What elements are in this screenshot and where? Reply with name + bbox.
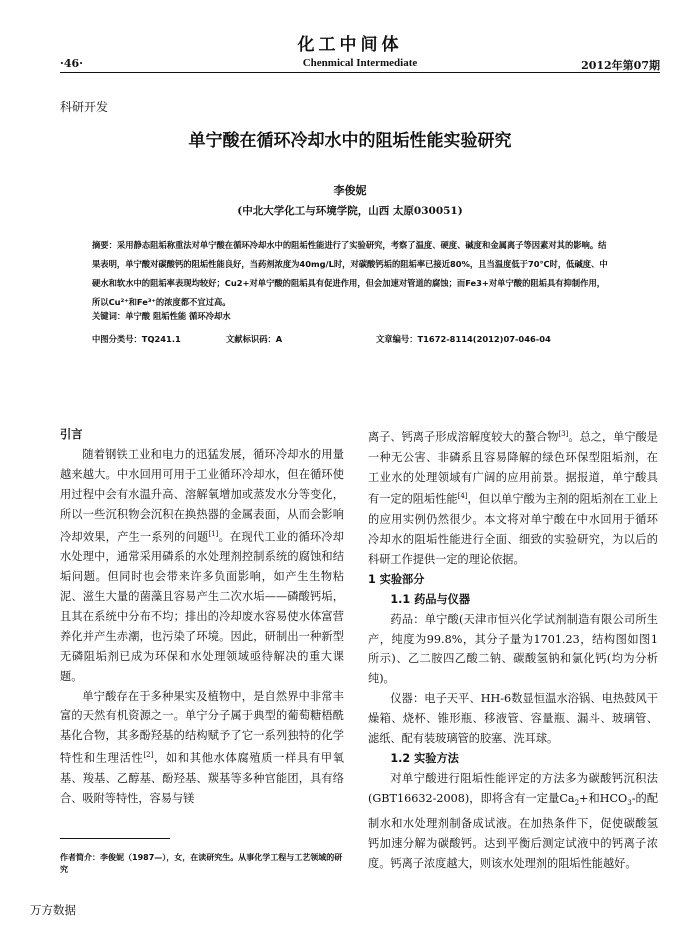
heading-materials: 1.1 药品与仪器 <box>390 592 471 606</box>
footnote-rule <box>60 838 170 839</box>
keywords <box>92 310 231 322</box>
article-number: 文章编号：T1672-8114(2012)07-046-04 <box>376 334 551 344</box>
author-footnote: 作者简介：李俊妮（1987—），女，在读研究生。从事化学工程与工艺领域的研究 <box>60 853 343 874</box>
section-tag: 科研开发 <box>60 100 109 114</box>
issue-label: 2012年第07期 <box>581 59 660 72</box>
citation: [1] <box>208 529 219 538</box>
journal-title: 化工中间体 <box>297 35 403 55</box>
citation: [3] <box>558 430 569 438</box>
document-code: 文献标识码：A <box>226 334 283 344</box>
journal-english-title: Chenmical Intermediate <box>302 57 418 69</box>
watermark: 万方数据 <box>30 903 76 917</box>
paragraph-method: 对单宁酸进行阻垢性能评定的方法多为碳酸钙沉积法(GBT16632-2008)，即将含有一定量$Ca_2+$和$HCO_3-$的配制水和水处理剂制备成试液。在加热条件下，促使碳酸氢钙加速分解为碳酸钙。达到平衡后测定试液中的钙离子浓度。钙离子浓度越大，则该水处理剂的阻垢性能越好。 <box>368 771 659 870</box>
paragraph-intro-2: 单宁酸存在于多种果实及植物中，是自然界中非常丰富的天然有机资源之一。单宁分子属于典型的葡萄糖梧酰基化合物，其多酚羟基的结构赋予了它一系列独特的化学特性和生理活性[2]，如和其他水体腐殖质一样具有甲氧基、羧基、乙醇基、酚羟基、羰基等多种官能团，具有络合、吸附等特性，容易与镁 <box>60 689 344 805</box>
citation: [2] <box>143 751 154 760</box>
paragraph-continued: 离子、钙离子形成溶解度较大的螯合物[3]。总之，单宁酸是一种无公害、非磷系且容易降解的绿色环保型阻垢剂，在工业水的处理领域有广阔的应用前景。据报道，单宁酸具有一定的阻垢性能[4]，但以单宁酸为主剂的阻垢剂在工业上的应用实例仍然很少。本文将对单宁酸在中水回用于循环冷却水的阻垢性能进行全面、细致的实验研究，为以后的科研工作提供一定的理论依据。 <box>368 430 658 566</box>
keywords-label: 关键词： <box>92 311 126 321</box>
keywords-text: 单宁酸 阻垢性能 循环冷却水 <box>125 311 231 321</box>
header-rule <box>60 72 660 73</box>
citation: [4] <box>457 492 468 501</box>
abstract-label: 摘要： <box>92 240 117 250</box>
heading-introduction: 引言 <box>60 428 83 441</box>
abstract-text: 采用静态阻垢称重法对单宁酸在循环冷却水中的阻垢性能进行了实验研究，考察了温度、硬度、碱度和金属离子等因素对其的影响。结果表明，单宁酸对碳酸钙的阻垢性能良好，当药剂浓度为40mg/L时，对碳酸钙垢的阻垢率已接近80%，且当温度低于70℃时，低碱度、中硬水和软水中的阻垢率表现均较好；Cu2+对单宁酸的阻垢具有促进作用，但会加速对管道的腐蚀；而Fe3+对单宁酸的阻垢具有抑制作用，所以Cu²⁺和Fe³⁺的浓度都不宜过高。 <box>92 240 608 307</box>
page-number: ·46· <box>60 57 83 70</box>
heading-method: 1.2 实验方法 <box>390 751 459 765</box>
paragraph-instruments: 仪器：电子天平、HH-6数显恒温水浴锅、电热鼓风干燥箱、烧杯、锥形瓶、移液管、容量瓶、漏斗、玻璃管、滤纸、配有装玻璃管的胶塞、洗耳球。 <box>368 692 658 746</box>
paragraph-drugs: 药品：单宁酸(天津市恒兴化学试剂制造有限公司所生产，纯度为99.8%，其分子量为1701.23，结构图如图1所示)、乙二胺四乙酸二钠、碳酸氢钠和氯化钙(均为分析纯)。 <box>368 612 658 686</box>
abstract <box>92 236 608 312</box>
right-column <box>368 425 658 874</box>
paragraph-intro-1: 随着钢铁工业和电力的迅猛发展，循环冷却水的用量越来越大。中水回用可用于工业循环冷却水，但在循环使用过程中会有水温升高、溶解氧增加或蒸发水分等变化，所以一些沉积物会沉积在换热器的金属表面，从而会影响冷却效果，产生一系列的问题[1]。在现代工业的循环冷却水处理中，通常采用磷系的水处理剂控制系统的腐蚀和结垢问题。但同时也会带来许多负面影响，如产生生物粘泥、滋生大量的菌藻且容易产生二次水垢——磷酸钙垢，且其在系统中分布不均；排出的冷却废水容易使水体富营养化并产生赤潮，也污染了环境。因此，研制出一种新型无磷阻垢剂已成为环保和水处理领域亟待解决的重大课题。 <box>60 447 344 683</box>
clc-number: 中图分类号：TQ241.1 <box>92 334 181 344</box>
author: 李俊妮 <box>333 184 367 197</box>
affiliation: (中北大学化工与环境学院，山西 太原030051) <box>237 205 463 217</box>
left-column <box>60 425 344 809</box>
heading-experimental: 1 实验部分 <box>368 572 425 586</box>
article-title: 单宁酸在循环冷却水中的阻垢性能实验研究 <box>188 131 512 151</box>
